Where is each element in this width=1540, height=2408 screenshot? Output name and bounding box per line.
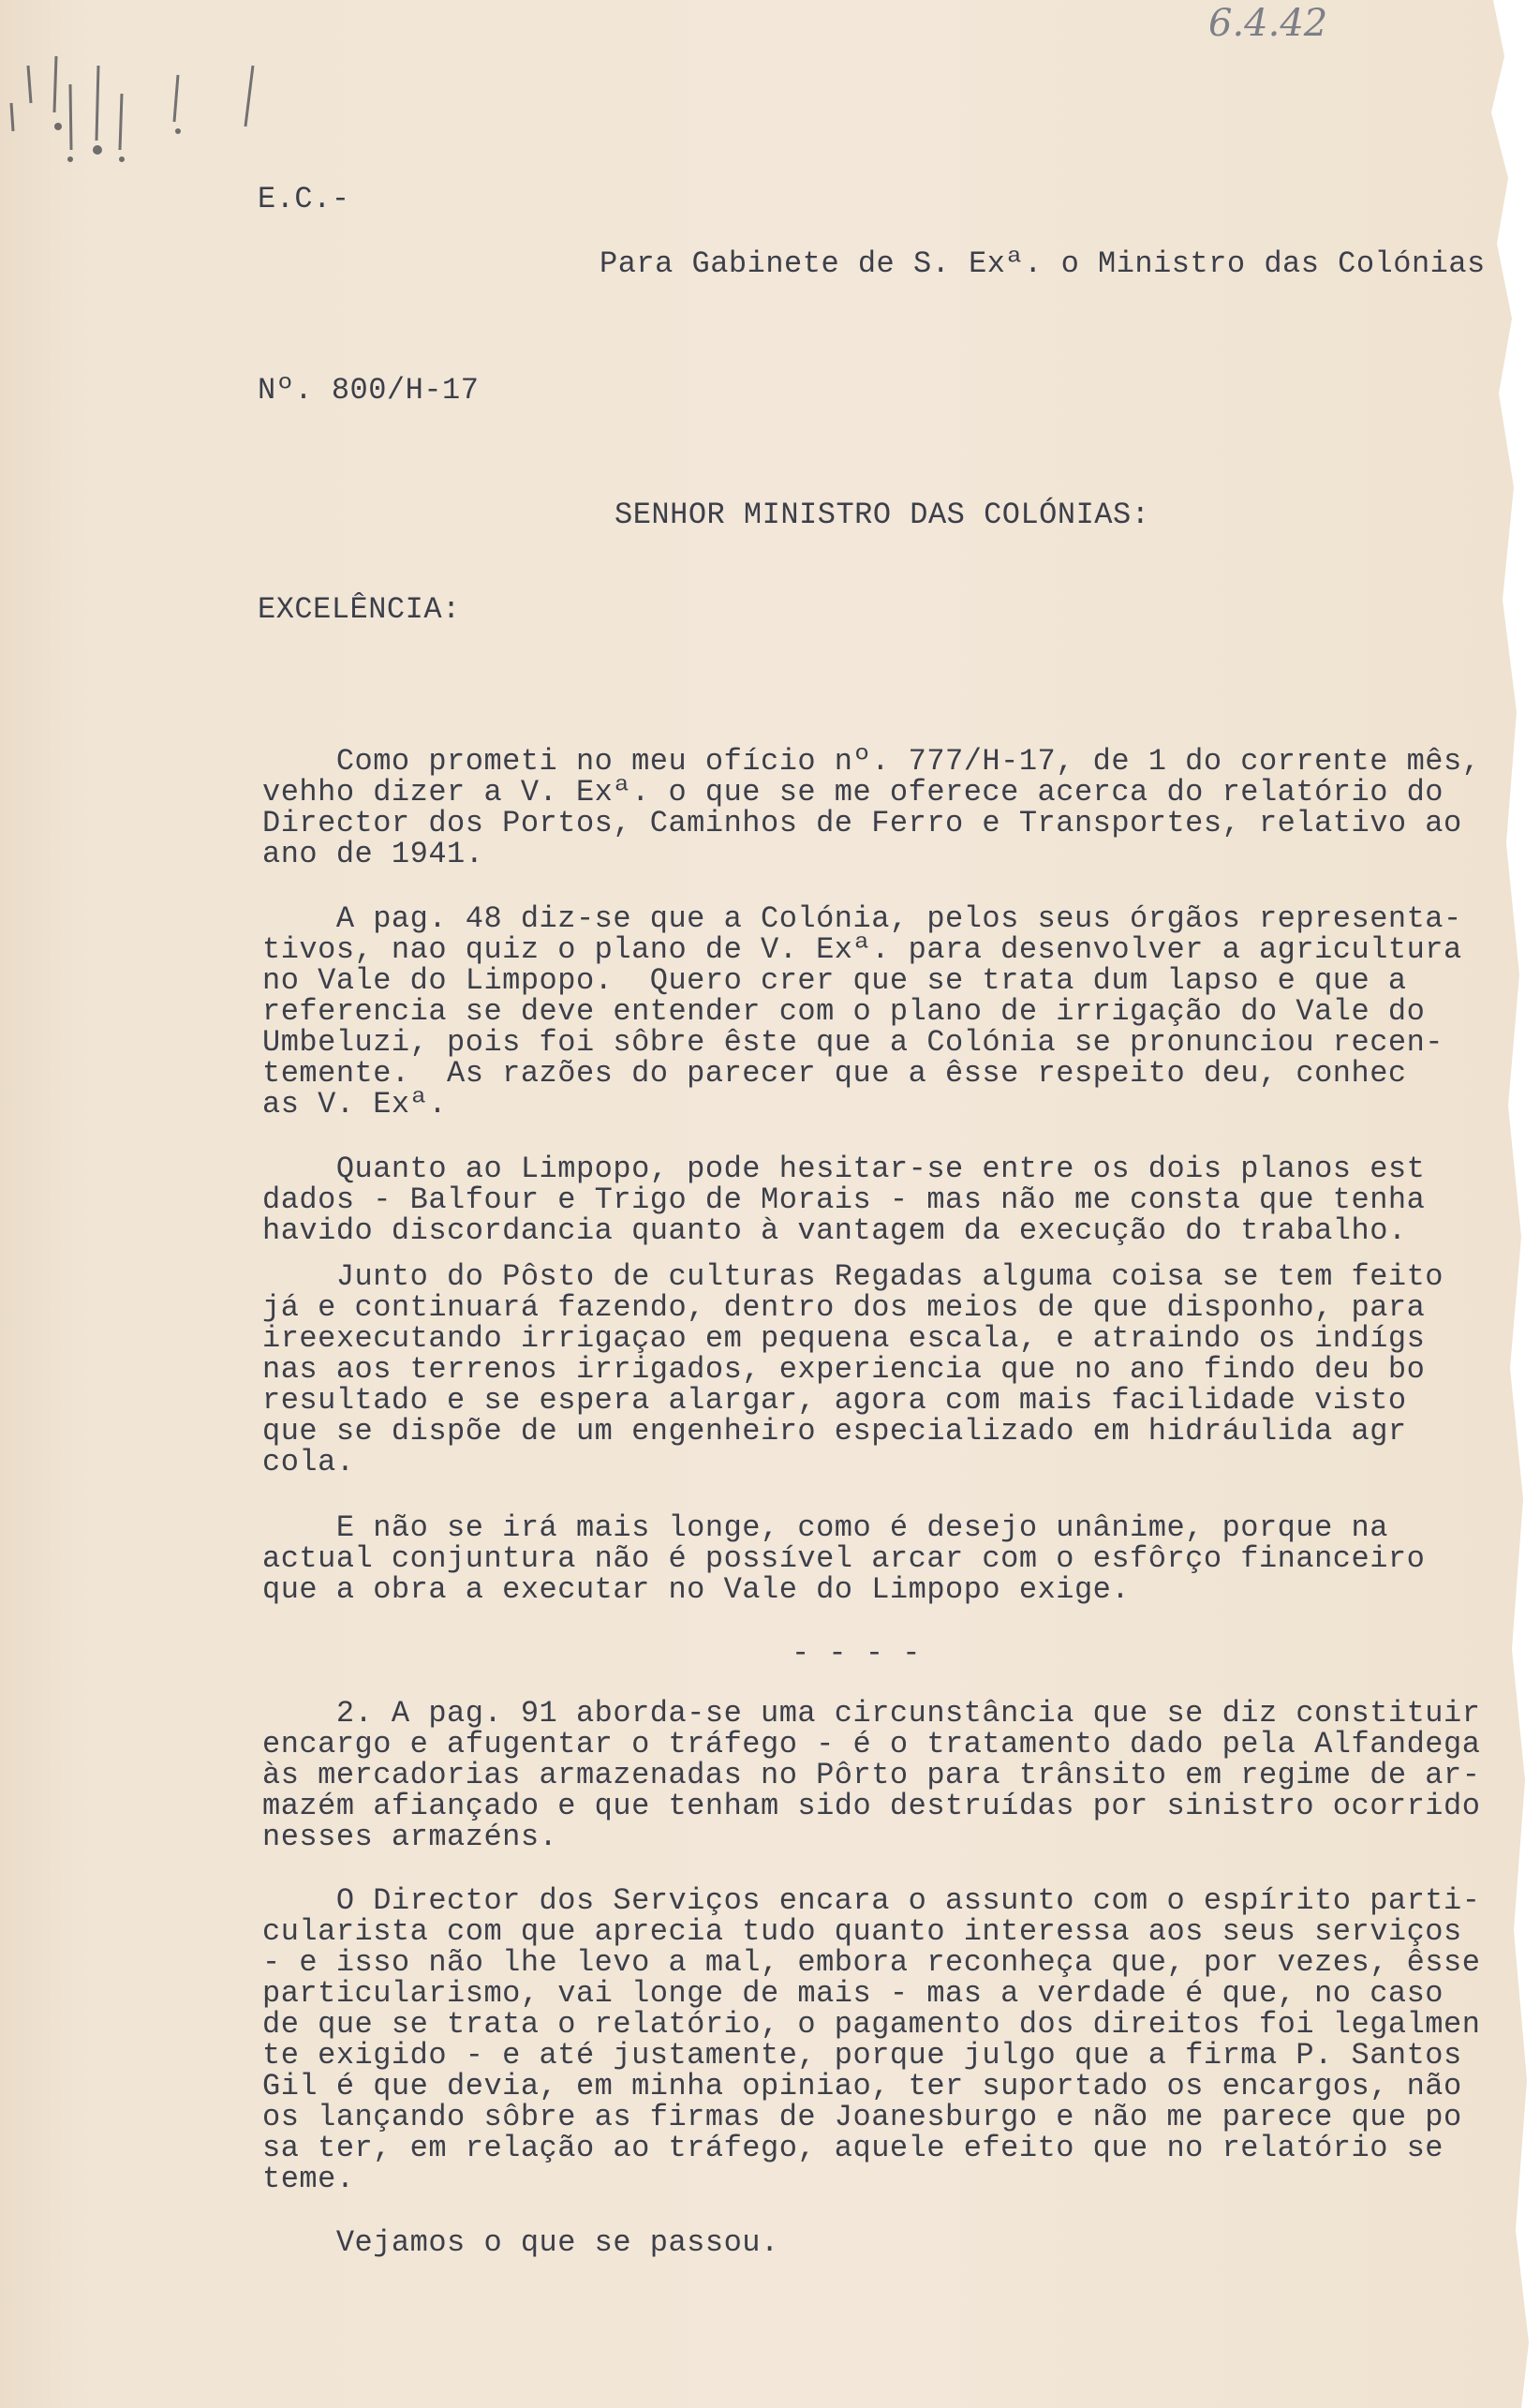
p6-line: às mercadorias armazenadas no Pôrto para trânsito em regime de ar-	[262, 1758, 1481, 1792]
paragraph-3	[262, 1153, 1425, 1246]
p7-line: sa ter, em relação ao tráfego, aquele efeito que no relatório se	[262, 2131, 1444, 2165]
document-number: Nº. 800/H-17	[258, 373, 480, 408]
p5-line: que a obra a executar no Vale do Limpopo exige.	[262, 1572, 1131, 1607]
p4-line: ireexecutando irrigaçao em pequena escala, e atraindo os indígs	[262, 1321, 1426, 1356]
ink-stain-marks	[0, 37, 300, 197]
salutation-title: SENHOR MINISTRO DAS COLÓNIAS:	[615, 498, 1150, 532]
paragraph-8	[262, 2227, 779, 2258]
handwritten-date: 6.4.42	[1208, 2, 1328, 45]
p6-line: encargo e afugentar o tráfego - é o tratamento dado pela Alfandega	[262, 1727, 1481, 1761]
p1-line: ano de 1941.	[262, 837, 484, 871]
torn-page-edge	[1465, 0, 1540, 2408]
paragraph-5	[262, 1512, 1425, 1605]
p2-line: as V. Exª.	[262, 1087, 448, 1122]
p4-line: nas aos terrenos irrigados, experiencia que no ano findo deu bo	[262, 1352, 1426, 1387]
p7-line: O Director dos Serviços encara o assunto com o espírito parti-	[262, 1883, 1481, 1918]
p7-line: de que se trata o relatório, o pagamento dos direitos foi legalmen	[262, 2007, 1481, 2042]
paragraph-2	[262, 903, 1462, 1120]
p4-line: Junto do Pôsto de culturas Regadas alguma coisa se tem feito	[262, 1259, 1444, 1294]
p2-line: A pag. 48 diz-se que a Colónia, pelos seus órgãos representa-	[262, 901, 1462, 936]
p2-line: temente. As razões do parecer que a êsse respeito deu, conhec	[262, 1056, 1407, 1091]
p3-line: dados - Balfour e Trigo de Morais - mas não me consta que tenha	[262, 1182, 1426, 1217]
p1-line: Como prometi no meu ofício nº. 777/H-17, de 1 do corrente mês,	[262, 744, 1481, 779]
p2-line: referencia se deve entender com o plano de irrigação do Vale do	[262, 994, 1426, 1029]
p3-line: Quanto ao Limpopo, pode hesitar-se entre os dois planos est	[262, 1152, 1426, 1186]
paragraph-4	[262, 1261, 1444, 1478]
p6-line: mazém afiançado e que tenham sido destruídas por sinistro ocorrido	[262, 1789, 1481, 1823]
section-separator: - - - -	[792, 1636, 921, 1671]
p7-line: os lançando sôbre as firmas de Joanesburgo e não me parece que po	[262, 2100, 1462, 2134]
p7-line: - e isso não lhe levo a mal, embora reconheça que, por vezes, êsse	[262, 1945, 1481, 1980]
p7-line: teme.	[262, 2162, 355, 2196]
p6-line: 2. A pag. 91 aborda-se uma circunstância que se diz constituir	[262, 1696, 1481, 1731]
greeting: EXCELÊNCIA:	[258, 592, 461, 627]
p4-line: que se dispõe de um engenheiro especializado em hidráulida agr	[262, 1414, 1407, 1449]
p7-line: cularista com que aprecia tudo quanto interessa aos seus serviços	[262, 1914, 1462, 1949]
p1-line: vehho dizer a V. Exª. o que se me oferece acerca do relatório do	[262, 775, 1444, 810]
p8-line: Vejamos o que se passou.	[262, 2225, 779, 2260]
paragraph-7	[262, 1885, 1480, 2194]
p5-line: E não se irá mais longe, como é desejo unânime, porque na	[262, 1510, 1388, 1545]
p1-line: Director dos Portos, Caminhos de Ferro e Transportes, relativo ao	[262, 806, 1462, 840]
p7-line: Gil é que devia, em minha opiniao, ter suportado os encargos, não	[262, 2069, 1462, 2103]
ec-line: E.C.-	[258, 182, 350, 216]
p2-line: Umbeluzi, pois foi sôbre êste que a Colónia se pronunciou recen-	[262, 1025, 1444, 1060]
p7-line: particularismo, vai longe de mais - mas a verdade é que, no caso	[262, 1976, 1444, 2011]
paragraph-1	[262, 746, 1480, 870]
addressee-line: Para Gabinete de S. Exª. o Ministro das Colónias	[600, 246, 1486, 281]
p6-line: nesses armazéns.	[262, 1820, 558, 1854]
p4-line: cola.	[262, 1445, 355, 1479]
p2-line: no Vale do Limpopo. Quero crer que se trata dum lapso e que a	[262, 963, 1407, 998]
p4-line: já e continuará fazendo, dentro dos meios de que disponho, para	[262, 1290, 1426, 1325]
p5-line: actual conjuntura não é possível arcar com o esfôrço financeiro	[262, 1541, 1426, 1576]
p2-line: tivos, nao quiz o plano de V. Exª. para desenvolver a agricultura	[262, 932, 1462, 967]
p3-line: havido discordancia quanto à vantagem da execução do trabalho.	[262, 1213, 1407, 1248]
p4-line: resultado e se espera alargar, agora com mais facilidade visto	[262, 1383, 1407, 1418]
p7-line: te exigido - e até justamente, porque julgo que a firma P. Santos	[262, 2038, 1462, 2073]
paragraph-6	[262, 1698, 1480, 1852]
